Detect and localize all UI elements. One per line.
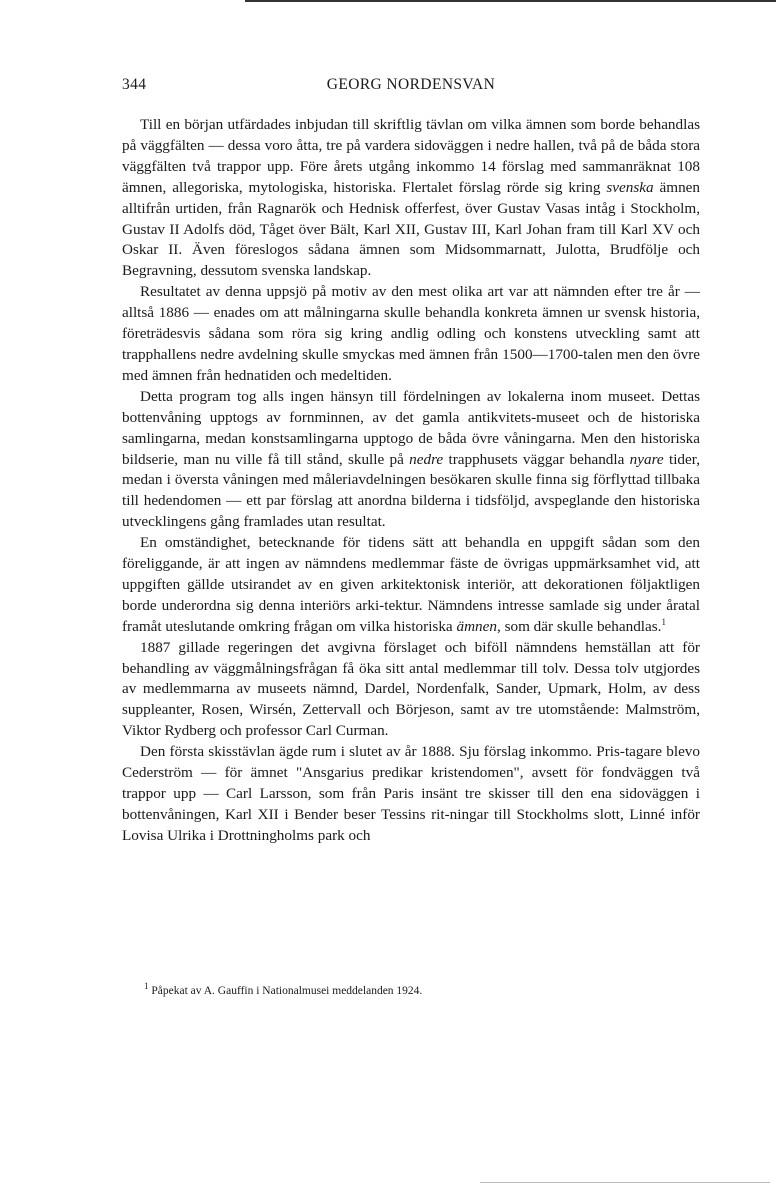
paragraph-1-text-b: ämnen alltifrån urtiden, från Ragnarök och Hednisk offerfest, över Gustav Vasas intåg i Stockholm, Gustav II Adolfs död, Tåget över Bält, Karl XII, Gustav III, Karl Johan fram till Karl XV och Oskar II. Även föreslogos sådana ämnen som Midsommarnatt, Julotta, Brudfölje och Begravning, dessutom svenska landskap. — [122, 178, 700, 280]
body-text — [122, 115, 700, 847]
paragraph-1 — [122, 115, 700, 282]
running-title: GEORG NORDENSVAN — [326, 76, 496, 93]
paragraph-2-text: Resultatet av denna uppsjö på motiv av den mest olika art var att nämnden efter tre år — alltså 1886 — enades om att målningarna skulle behandla konkreta ämnen ur svensk historia, företrädesvis sådana som röra sig kring andlig odling och konstens utveckling samt att trapphallens nedre avdelning skulle smyckas med ämnen från 1500—1700-talen men den övre med ämnen från hednatiden och medeltiden. — [122, 283, 700, 384]
paragraph-5-text: 1887 gillade regeringen det avgivna förslaget och biföll nämndens hemställan att för behandling av väggmålningsfrågan få öka sitt antal medlemmar till tolv. Dessa tolv utgjordes av medlemmarna av museets nämnd, Dardel, Nordenfalk, Sander, Upmark, Holm, av dess suppleanter, Rosen, Wirsén, Zettervall och Börjeson, samt av tre utomstående: Malmström, Viktor Rydberg och professor Carl Curman. — [122, 638, 700, 740]
paragraph-6-text: Den första skisstävlan ägde rum i slutet av år 1888. Sju förslag inkommo. Pris-tagare blevo Cederström — för ämnet "Ansgarius predikar kristendomen", avsett för fondväggen två trappor upp — Carl Larsson, som från Paris insänt tre skisser till den ena sidoväggen i bottenvåningen, Karl XII i Bender beser Tessins rit-ningar till Stockholms slott, Linné inför Lovisa Ulrika i Drottningholms park och — [122, 743, 700, 844]
paragraph-5 — [122, 638, 700, 743]
footnote-marker: 1 — [144, 981, 149, 992]
paragraph-3-text-a: Detta program tog alls ingen hänsyn till fördelningen av lokalerna inom museet. Dettas bottenvåning upptogs av fornminnen, av det gamla antikvitets-museet och de historiska samlingarna, medan konstsamlingarna upptogo de båda övre våningarna. Men den historiska bildserie, man nu ville få till stånd, skulle på — [122, 387, 700, 468]
paragraph-1-emphasis: svenska — [606, 178, 654, 196]
paragraph-3 — [122, 387, 700, 533]
paragraph-6 — [122, 742, 700, 847]
footnote-text: Påpekat av A. Gauffin i Nationalmusei meddelanden 1924. — [151, 985, 423, 997]
bottom-rule — [480, 1182, 770, 1183]
footnote-reference[interactable]: 1 — [661, 616, 666, 627]
paragraph-2 — [122, 282, 700, 387]
paragraph-4-emphasis: ämnen — [456, 617, 497, 635]
paragraph-1-text-a: Till en början utfärdades inbjudan till skriftlig tävlan om vilka ämnen som borde behandlas på väggfälten — dessa voro åtta, tre på vardera sidoväggen i nedre hallen, två på de båda stora väggfälten två trappor upp. Före årets utgång inkommo 14 förslag med sammanräknat 108 ämnen, allegoriska, mytologiska, historiska. Flertalet förslag rörde sig kring — [122, 116, 700, 196]
paragraph-4-text-b: , som där skulle behandlas. — [496, 617, 662, 635]
paragraph-4-text-a: En omständighet, betecknande för tidens sätt att behandla en uppgift sådan som den föreliggande, är att ingen av nämndens medlemmar fäste de övrigas uppmärksamhet vid, att uppgiften gällde utsirandet av en given arkitektonisk interiör, att dekorationen följaktligen borde underordna sig denna interiörs arki-tektur. Nämndens intresse samlade sig under åratal framåt uteslutande omkring frågan om vilka historiska — [122, 534, 700, 635]
paragraph-3-emphasis-a: nedre — [409, 450, 444, 468]
footnote — [144, 981, 700, 998]
paragraph-3-emphasis-b: nyare — [629, 450, 664, 468]
page-header — [122, 76, 700, 96]
paragraph-3-text-b: trapphusets väggar behandla — [443, 450, 630, 468]
paragraph-4 — [122, 533, 700, 638]
page-number: 344 — [122, 76, 147, 93]
paragraph-3-text-c: tider, medan i översta våningen med måleriavdelningen besökaren skulle finna sig förflyttad tillbaka till hedendomen — ett par förslag att anordna bilderna i tidsföljd, avspeglande den historiska utvecklingens gång framlades utan resultat. — [122, 450, 700, 531]
top-rule — [245, 0, 776, 2]
